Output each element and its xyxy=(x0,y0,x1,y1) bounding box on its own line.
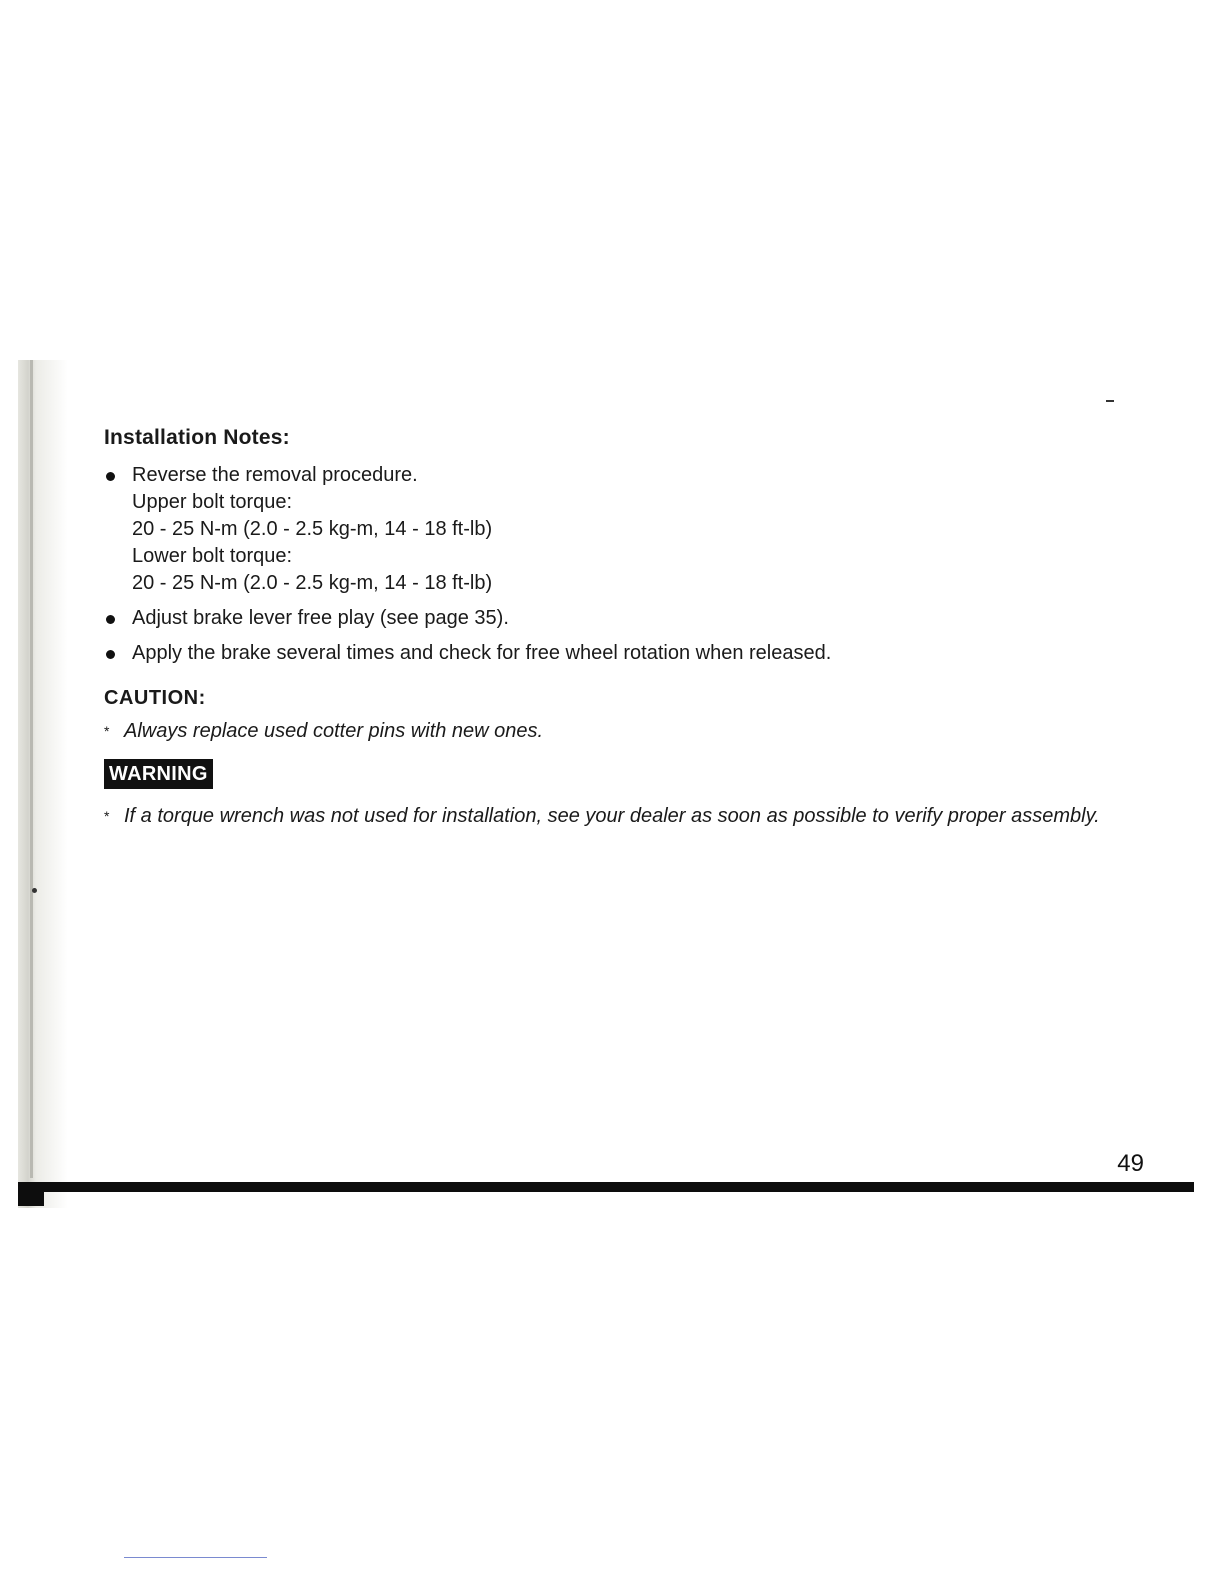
spine-mark xyxy=(32,888,37,893)
asterisk-marker: * xyxy=(104,723,110,739)
asterisk-marker: * xyxy=(104,808,110,824)
spine-line xyxy=(30,360,33,1178)
caution-heading: CAUTION: xyxy=(104,687,206,709)
bottom-divider xyxy=(124,1557,267,1558)
installation-notes-list xyxy=(104,462,1164,667)
list-item-text: Adjust brake lever free play (see page 35). xyxy=(132,607,509,629)
caution-note xyxy=(104,718,1164,745)
list-item xyxy=(104,462,1164,597)
upper-bolt-torque-label: Upper bolt torque: xyxy=(132,491,293,513)
book-spine-shadow xyxy=(18,360,68,1208)
page-number: 49 xyxy=(1117,1150,1144,1177)
list-item-text: Reverse the removal procedure. xyxy=(132,464,418,486)
list-item-text: Apply the brake several times and check for free wheel rotation when released. xyxy=(132,642,832,664)
list-item xyxy=(104,605,1164,632)
warning-badge: WARNING xyxy=(104,759,213,789)
lower-bolt-torque-value: 20 - 25 N-m (2.0 - 2.5 kg-m, 14 - 18 ft-lb) xyxy=(132,572,493,594)
corner-mark xyxy=(1106,400,1114,402)
lower-bolt-torque-label: Lower bolt torque: xyxy=(132,545,293,567)
bullet-icon xyxy=(106,472,115,481)
footer-rule xyxy=(18,1182,1194,1192)
footer-corner-block xyxy=(18,1182,44,1206)
caution-text: Always replace used cotter pins with new ones. xyxy=(124,720,544,742)
warning-text: If a torque wrench was not used for installation, see your dealer as soon as possible to verify proper assembly. xyxy=(124,805,1100,827)
upper-bolt-torque-value: 20 - 25 N-m (2.0 - 2.5 kg-m, 14 - 18 ft-lb) xyxy=(132,518,493,540)
warning-note xyxy=(104,803,1164,830)
installation-notes-heading: Installation Notes: xyxy=(104,426,290,449)
bullet-icon xyxy=(106,615,115,624)
list-item xyxy=(104,640,1164,667)
page-content xyxy=(104,426,1164,830)
bullet-icon xyxy=(106,650,115,659)
manual-page xyxy=(18,360,1194,1208)
